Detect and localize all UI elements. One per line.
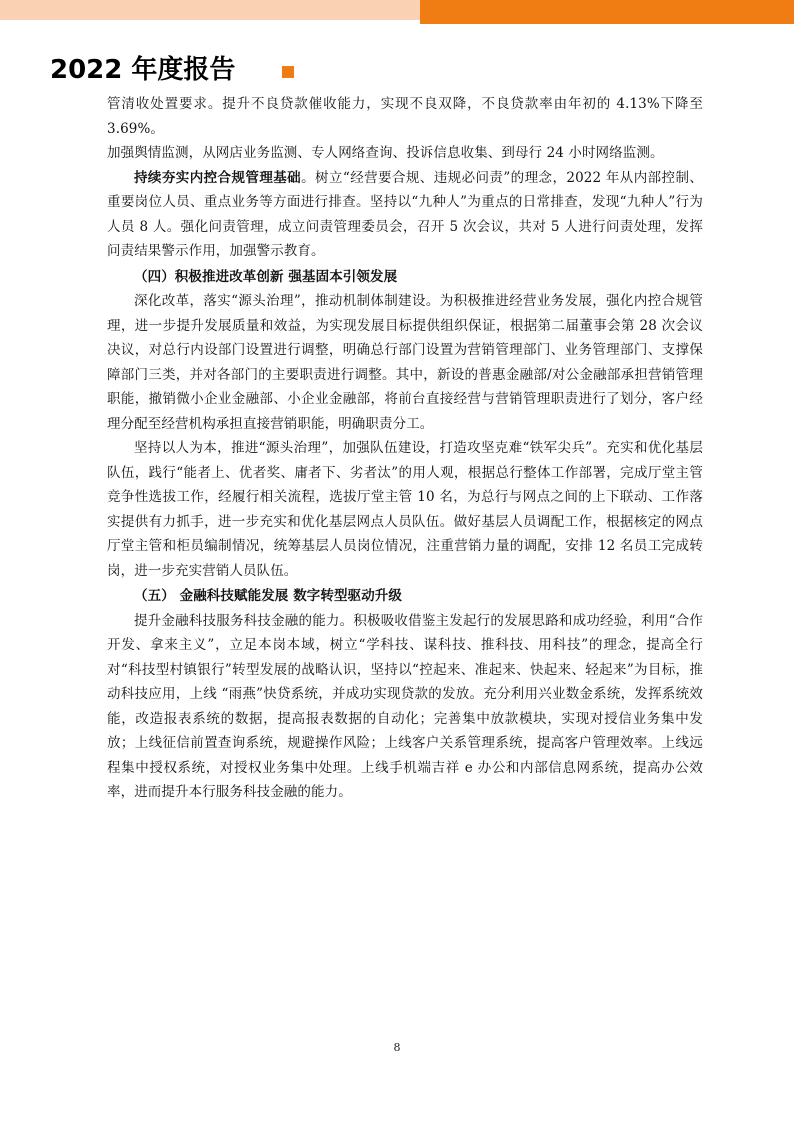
report-title: 2022 年度报告 [50,55,236,85]
section-heading-reform: （四）积极推进改革创新 强基固本引领发展 [134,268,398,285]
paragraph-npl-recovery: 管清收处置要求。提升不良贷款催收能力，实现不良双降，不良贷款率由年初的 4.13%下降至 3.69%。 [107,96,703,137]
report-body [107,92,703,805]
paragraph-compliance-lead: 持续夯实内控合规管理基础 [134,169,302,186]
header-band-accent [420,0,794,24]
paragraph-compliance [107,166,703,264]
paragraph-reform: 深化改革，落实“源头治理”，推动机制体制建设。为积极推进经营业务发展，强化内控合规管理，进一步提升发展质量和效益，为实现发展目标提供组织保证，根据第二届董事会第 28 次会议决议，对总行内设部门设置进行调整，明确总行部门设置为营销管理部门、业务管理部门、支撑保障部门三类，并对各部门的主要职责进行调整。其中，新设的普惠金融部/对公金融部承担营销管理职能，撤销微小企业金融部、小企业金融部，将前台直接经营与营销管理职责进行了划分，客户经理分配至经营机构承担直接营销职能，明确职责分工。 [107,293,703,432]
paragraph-compliance-text: 。树立“经营要合规、违规必问责”的理念，2022 年从内部控制、重要岗位人员、重点业务等方面进行排查。坚持以“九种人”为重点的日常排查，发现“九种人”行为人员 8 人。强化问责管理，成立问责管理委员会，召开 5 次会议，共对 5 人进行问责处理，发挥问责结果警示作用，加强警示教育。 [107,169,703,259]
paragraph-fintech: 提升金融科技服务科技金融的能力。积极吸收借鉴主发起行的发展思路和成功经验，利用“合作开发、拿来主义”，立足本岗本域，树立“学科技、谋科技、推科技、用科技”的理念，提高全行对“科技型村镇银行”转型发展的战略认识，坚持以“控起来、准起来、快起来、轻起来”为目标，推动科技应用，上线 “雨燕”快贷系统，并成功实现贷款的发放。充分利用兴业数金系统，发挥系统效能，改造报表系统的数据，提高报表数据的自动化；完善集中放款模块，实现对授信业务集中发放；上线征信前置查询系统，规避操作风险；上线客户关系管理系统，提高客户管理效率。上线远程集中授权系统，对授权业务集中处理。上线手机端吉祥 e 办公和内部信息网系统，提高办公效率，进而提升本行服务科技金融的能力。 [107,612,703,800]
orange-square-icon [282,66,294,78]
page-number: 8 [393,1041,401,1054]
section-heading-fintech: （五） 金融科技赋能发展 数字转型驱动升级 [134,588,402,604]
paragraph-public-opinion: 加强舆情监测，从网店业务监测、专人网络查询、投诉信息收集、到母行 24 小时网络监测。 [107,145,664,161]
header-band-light [0,0,430,20]
paragraph-people: 坚持以人为本，推进“源头治理”，加强队伍建设，打造攻坚克难“铁军尖兵”。充实和优化基层队伍，践行“能者上、优者奖、庸者下、劣者汰”的用人观，根据总行整体工作部署，完成厅堂主管竞争性选拔工作，经履行相关流程，选拔厅堂主管 10 名，为总行与网点之间的上下联动、工作落实提供有力抓手，进一步充实和优化基层网点人员队伍。做好基层人员调配工作，根据核定的网点厅堂主管和柜员编制情况，统筹基层人员岗位情况，注重营销力量的调配，安排 12 名员工完成转岗，进一步充实营销人员队伍。 [107,440,703,579]
